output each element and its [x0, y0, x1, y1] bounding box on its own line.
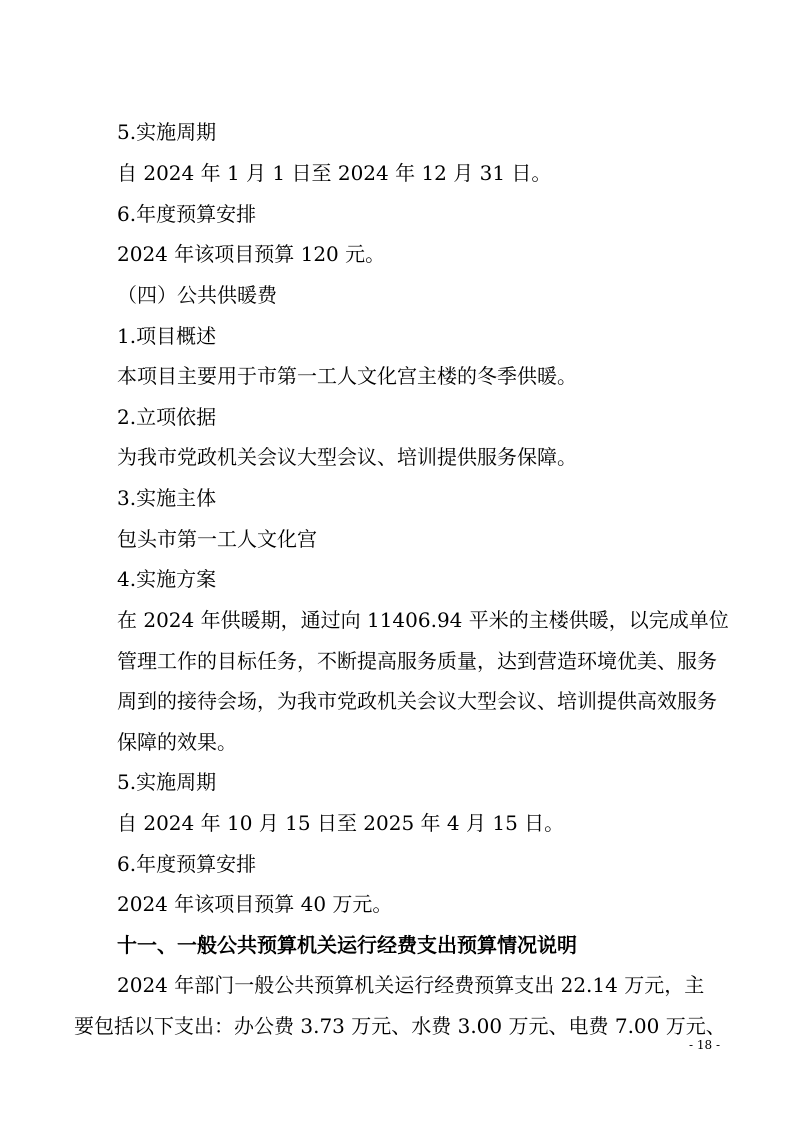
- section-heading-operating-expenses: 十一、一般公共预算机关运行经费支出预算情况说明: [117, 933, 577, 957]
- subheading-project-overview: 1.项目概述: [117, 324, 217, 348]
- text-budget-amount: 2024 年该项目预算 120 元。: [117, 242, 386, 266]
- text-budget-amount-2: 2024 年该项目预算 40 万元。: [117, 892, 393, 916]
- paragraph-expenses-line-2: 要包括以下支出：办公费 3.73 万元、水费 3.00 万元、电费 7.00 万元、: [74, 1014, 726, 1038]
- subheading-annual-budget: 6.年度预算安排: [117, 202, 257, 226]
- paragraph-plan-line-2: 管理工作的目标任务，不断提高服务质量，达到营造环境优美、服务: [117, 649, 717, 673]
- subheading-project-basis: 2.立项依据: [117, 405, 217, 429]
- subheading-implementation-period: 5.实施周期: [117, 120, 217, 144]
- paragraph-plan-line-3: 周到的接待会场，为我市党政机关会议大型会议、培训提供高效服务: [117, 689, 717, 713]
- text-project-overview: 本项目主要用于市第一工人文化宫主楼的冬季供暖。: [117, 364, 577, 388]
- subheading-annual-budget-2: 6.年度预算安排: [117, 852, 257, 876]
- subheading-implementation-period-2: 5.实施周期: [117, 770, 217, 794]
- paragraph-plan-line-4: 保障的效果。: [117, 730, 237, 754]
- text-period-dates-2: 自 2024 年 10 月 15 日至 2025 年 4 月 15 日。: [117, 811, 565, 835]
- page-number: - 18 -: [688, 1038, 720, 1052]
- text-project-basis: 为我市党政机关会议大型会议、培训提供服务保障。: [117, 445, 577, 469]
- paragraph-plan-line-1: 在 2024 年供暖期，通过向 11406.94 平米的主楼供暖，以完成单位: [117, 608, 729, 632]
- text-period-dates: 自 2024 年 1 月 1 日至 2024 年 12 月 31 日。: [117, 161, 552, 185]
- subheading-implementation-plan: 4.实施方案: [117, 567, 217, 591]
- section-heading-heating-fee: （四）公共供暖费: [117, 283, 277, 307]
- subheading-implementing-entity: 3.实施主体: [117, 486, 217, 510]
- paragraph-expenses-line-1: 2024 年部门一般公共预算机关运行经费预算支出 22.14 万元，主: [117, 973, 705, 997]
- text-implementing-entity: 包头市第一工人文化宫: [117, 527, 317, 551]
